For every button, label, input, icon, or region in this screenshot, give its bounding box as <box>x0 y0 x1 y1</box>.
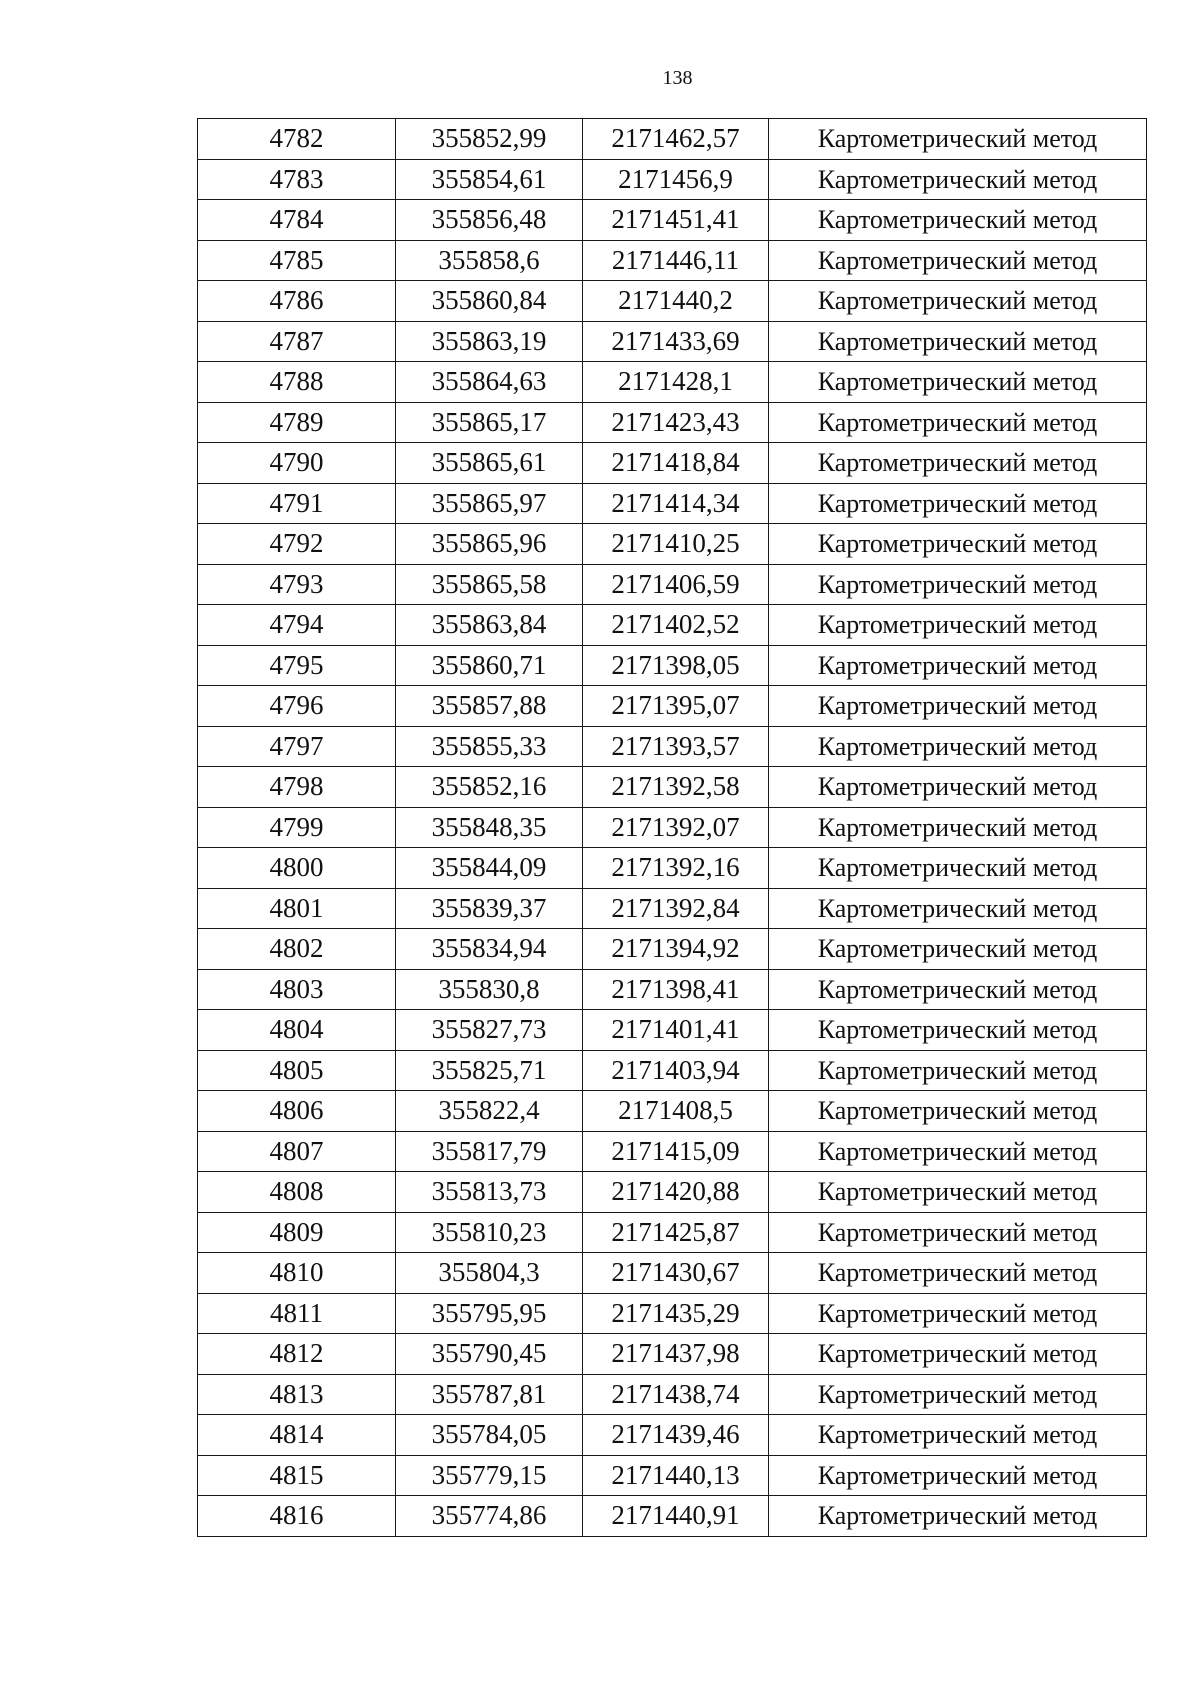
y-coordinate-cell: 2171440,2 <box>583 281 769 322</box>
point-number-cell: 4802 <box>198 929 396 970</box>
point-number-cell: 4791 <box>198 483 396 524</box>
x-coordinate-cell: 355787,81 <box>396 1374 583 1415</box>
table-row <box>198 564 1147 605</box>
point-number-cell: 4797 <box>198 726 396 767</box>
x-coordinate-cell: 355817,79 <box>396 1131 583 1172</box>
point-number-cell: 4785 <box>198 240 396 281</box>
x-coordinate-cell: 355857,88 <box>396 686 583 727</box>
x-coordinate-cell: 355784,05 <box>396 1415 583 1456</box>
table-row <box>198 848 1147 889</box>
y-coordinate-cell: 2171425,87 <box>583 1212 769 1253</box>
table-row <box>198 686 1147 727</box>
point-number-cell: 4816 <box>198 1496 396 1537</box>
y-coordinate-cell: 2171410,25 <box>583 524 769 565</box>
x-coordinate-cell: 355860,84 <box>396 281 583 322</box>
table-row <box>198 281 1147 322</box>
method-cell: Картометрический метод <box>769 1293 1147 1334</box>
method-cell: Картометрический метод <box>769 929 1147 970</box>
method-cell: Картометрический метод <box>769 645 1147 686</box>
y-coordinate-cell: 2171439,46 <box>583 1415 769 1456</box>
y-coordinate-cell: 2171401,41 <box>583 1010 769 1051</box>
x-coordinate-cell: 355825,71 <box>396 1050 583 1091</box>
point-number-cell: 4814 <box>198 1415 396 1456</box>
point-number-cell: 4789 <box>198 402 396 443</box>
table-row <box>198 807 1147 848</box>
point-number-cell: 4811 <box>198 1293 396 1334</box>
x-coordinate-cell: 355795,95 <box>396 1293 583 1334</box>
y-coordinate-cell: 2171392,07 <box>583 807 769 848</box>
y-coordinate-cell: 2171414,34 <box>583 483 769 524</box>
point-number-cell: 4796 <box>198 686 396 727</box>
point-number-cell: 4813 <box>198 1374 396 1415</box>
method-cell: Картометрический метод <box>769 524 1147 565</box>
table-row <box>198 605 1147 646</box>
y-coordinate-cell: 2171392,58 <box>583 767 769 808</box>
y-coordinate-cell: 2171451,41 <box>583 200 769 241</box>
x-coordinate-cell: 355865,96 <box>396 524 583 565</box>
point-number-cell: 4793 <box>198 564 396 605</box>
method-cell: Картометрический метод <box>769 1212 1147 1253</box>
point-number-cell: 4801 <box>198 888 396 929</box>
table-row <box>198 1496 1147 1537</box>
y-coordinate-cell: 2171406,59 <box>583 564 769 605</box>
table-row <box>198 402 1147 443</box>
table-row <box>198 929 1147 970</box>
point-number-cell: 4784 <box>198 200 396 241</box>
y-coordinate-cell: 2171392,16 <box>583 848 769 889</box>
table-row <box>198 524 1147 565</box>
y-coordinate-cell: 2171462,57 <box>583 119 769 160</box>
method-cell: Картометрический метод <box>769 726 1147 767</box>
y-coordinate-cell: 2171423,43 <box>583 402 769 443</box>
table-row <box>198 1253 1147 1294</box>
table-row <box>198 159 1147 200</box>
x-coordinate-cell: 355854,61 <box>396 159 583 200</box>
x-coordinate-cell: 355865,17 <box>396 402 583 443</box>
y-coordinate-cell: 2171437,98 <box>583 1334 769 1375</box>
method-cell: Картометрический метод <box>769 321 1147 362</box>
x-coordinate-cell: 355774,86 <box>396 1496 583 1537</box>
y-coordinate-cell: 2171428,1 <box>583 362 769 403</box>
method-cell: Картометрический метод <box>769 1010 1147 1051</box>
y-coordinate-cell: 2171456,9 <box>583 159 769 200</box>
method-cell: Картометрический метод <box>769 1496 1147 1537</box>
point-number-cell: 4805 <box>198 1050 396 1091</box>
x-coordinate-cell: 355856,48 <box>396 200 583 241</box>
coordinates-table <box>197 118 1147 1537</box>
method-cell: Картометрический метод <box>769 402 1147 443</box>
table-row <box>198 1374 1147 1415</box>
x-coordinate-cell: 355848,35 <box>396 807 583 848</box>
point-number-cell: 4787 <box>198 321 396 362</box>
method-cell: Картометрический метод <box>769 1415 1147 1456</box>
y-coordinate-cell: 2171398,05 <box>583 645 769 686</box>
point-number-cell: 4798 <box>198 767 396 808</box>
x-coordinate-cell: 355839,37 <box>396 888 583 929</box>
point-number-cell: 4792 <box>198 524 396 565</box>
table-row <box>198 200 1147 241</box>
page-number: 138 <box>662 67 693 89</box>
method-cell: Картометрический метод <box>769 200 1147 241</box>
y-coordinate-cell: 2171435,29 <box>583 1293 769 1334</box>
x-coordinate-cell: 355827,73 <box>396 1010 583 1051</box>
point-number-cell: 4790 <box>198 443 396 484</box>
coordinates-table-body <box>198 119 1147 1537</box>
y-coordinate-cell: 2171433,69 <box>583 321 769 362</box>
table-row <box>198 1050 1147 1091</box>
point-number-cell: 4788 <box>198 362 396 403</box>
x-coordinate-cell: 355858,6 <box>396 240 583 281</box>
y-coordinate-cell: 2171438,74 <box>583 1374 769 1415</box>
method-cell: Картометрический метод <box>769 888 1147 929</box>
table-row <box>198 240 1147 281</box>
x-coordinate-cell: 355855,33 <box>396 726 583 767</box>
table-row <box>198 645 1147 686</box>
point-number-cell: 4810 <box>198 1253 396 1294</box>
y-coordinate-cell: 2171408,5 <box>583 1091 769 1132</box>
x-coordinate-cell: 355865,97 <box>396 483 583 524</box>
method-cell: Картометрический метод <box>769 159 1147 200</box>
method-cell: Картометрический метод <box>769 1455 1147 1496</box>
method-cell: Картометрический метод <box>769 848 1147 889</box>
table-row <box>198 483 1147 524</box>
method-cell: Картометрический метод <box>769 483 1147 524</box>
method-cell: Картометрический метод <box>769 807 1147 848</box>
y-coordinate-cell: 2171392,84 <box>583 888 769 929</box>
y-coordinate-cell: 2171446,11 <box>583 240 769 281</box>
table-row <box>198 969 1147 1010</box>
point-number-cell: 4794 <box>198 605 396 646</box>
x-coordinate-cell: 355822,4 <box>396 1091 583 1132</box>
x-coordinate-cell: 355830,8 <box>396 969 583 1010</box>
y-coordinate-cell: 2171402,52 <box>583 605 769 646</box>
x-coordinate-cell: 355852,99 <box>396 119 583 160</box>
point-number-cell: 4782 <box>198 119 396 160</box>
method-cell: Картометрический метод <box>769 1334 1147 1375</box>
method-cell: Картометрический метод <box>769 362 1147 403</box>
method-cell: Картометрический метод <box>769 1374 1147 1415</box>
method-cell: Картометрический метод <box>769 240 1147 281</box>
method-cell: Картометрический метод <box>769 605 1147 646</box>
method-cell: Картометрический метод <box>769 1131 1147 1172</box>
y-coordinate-cell: 2171395,07 <box>583 686 769 727</box>
table-row <box>198 362 1147 403</box>
method-cell: Картометрический метод <box>769 1091 1147 1132</box>
point-number-cell: 4809 <box>198 1212 396 1253</box>
table-row <box>198 1334 1147 1375</box>
method-cell: Картометрический метод <box>769 1172 1147 1213</box>
table-row <box>198 1010 1147 1051</box>
y-coordinate-cell: 2171403,94 <box>583 1050 769 1091</box>
x-coordinate-cell: 355865,58 <box>396 564 583 605</box>
table-row <box>198 1293 1147 1334</box>
method-cell: Картометрический метод <box>769 281 1147 322</box>
x-coordinate-cell: 355804,3 <box>396 1253 583 1294</box>
x-coordinate-cell: 355810,23 <box>396 1212 583 1253</box>
point-number-cell: 4800 <box>198 848 396 889</box>
y-coordinate-cell: 2171418,84 <box>583 443 769 484</box>
y-coordinate-cell: 2171398,41 <box>583 969 769 1010</box>
method-cell: Картометрический метод <box>769 1050 1147 1091</box>
table-row <box>198 1415 1147 1456</box>
x-coordinate-cell: 355863,84 <box>396 605 583 646</box>
x-coordinate-cell: 355844,09 <box>396 848 583 889</box>
x-coordinate-cell: 355860,71 <box>396 645 583 686</box>
point-number-cell: 4795 <box>198 645 396 686</box>
point-number-cell: 4783 <box>198 159 396 200</box>
y-coordinate-cell: 2171440,13 <box>583 1455 769 1496</box>
x-coordinate-cell: 355864,63 <box>396 362 583 403</box>
method-cell: Картометрический метод <box>769 119 1147 160</box>
table-row <box>198 888 1147 929</box>
y-coordinate-cell: 2171440,91 <box>583 1496 769 1537</box>
table-row <box>198 1455 1147 1496</box>
table-row <box>198 443 1147 484</box>
point-number-cell: 4799 <box>198 807 396 848</box>
point-number-cell: 4803 <box>198 969 396 1010</box>
method-cell: Картометрический метод <box>769 969 1147 1010</box>
point-number-cell: 4812 <box>198 1334 396 1375</box>
method-cell: Картометрический метод <box>769 443 1147 484</box>
x-coordinate-cell: 355790,45 <box>396 1334 583 1375</box>
y-coordinate-cell: 2171394,92 <box>583 929 769 970</box>
y-coordinate-cell: 2171393,57 <box>583 726 769 767</box>
table-row <box>198 119 1147 160</box>
y-coordinate-cell: 2171415,09 <box>583 1131 769 1172</box>
table-row <box>198 767 1147 808</box>
point-number-cell: 4804 <box>198 1010 396 1051</box>
point-number-cell: 4815 <box>198 1455 396 1496</box>
y-coordinate-cell: 2171430,67 <box>583 1253 769 1294</box>
table-row <box>198 1172 1147 1213</box>
method-cell: Картометрический метод <box>769 767 1147 808</box>
method-cell: Картометрический метод <box>769 686 1147 727</box>
table-row <box>198 726 1147 767</box>
x-coordinate-cell: 355852,16 <box>396 767 583 808</box>
x-coordinate-cell: 355813,73 <box>396 1172 583 1213</box>
point-number-cell: 4807 <box>198 1131 396 1172</box>
method-cell: Картометрический метод <box>769 1253 1147 1294</box>
table-row <box>198 1131 1147 1172</box>
table-row <box>198 321 1147 362</box>
x-coordinate-cell: 355779,15 <box>396 1455 583 1496</box>
x-coordinate-cell: 355863,19 <box>396 321 583 362</box>
point-number-cell: 4786 <box>198 281 396 322</box>
y-coordinate-cell: 2171420,88 <box>583 1172 769 1213</box>
point-number-cell: 4808 <box>198 1172 396 1213</box>
table-row <box>198 1091 1147 1132</box>
x-coordinate-cell: 355865,61 <box>396 443 583 484</box>
method-cell: Картометрический метод <box>769 564 1147 605</box>
x-coordinate-cell: 355834,94 <box>396 929 583 970</box>
table-row <box>198 1212 1147 1253</box>
point-number-cell: 4806 <box>198 1091 396 1132</box>
